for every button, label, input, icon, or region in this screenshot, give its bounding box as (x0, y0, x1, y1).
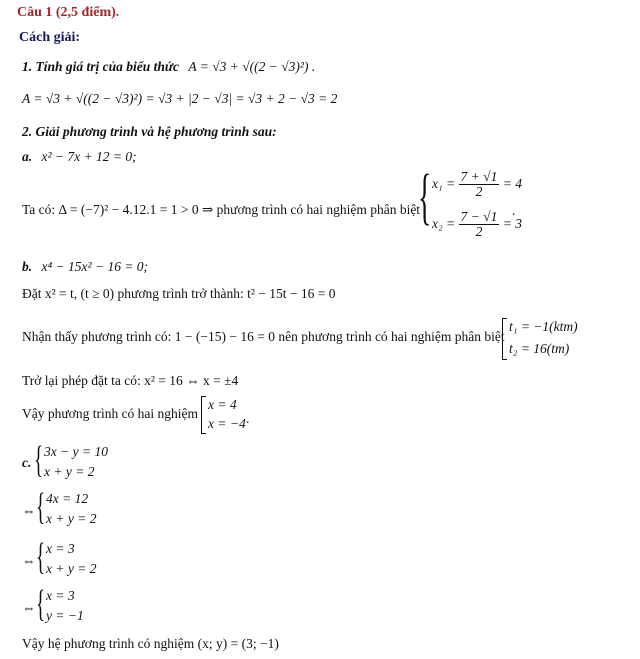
part2c-conclusion: Vậy hệ phương trình có nghiệm (x; y) = (3; −1) (22, 636, 279, 651)
sys1-eq2: x + y = 2 (44, 464, 95, 479)
question-heading: Câu 1 (2,5 điểm). (17, 5, 120, 20)
part2a-intro: Ta có: Δ = (−7)² − 4.12.1 = 1 > 0 ⇒ phương trình có hai nghiệm phân biệt (22, 202, 421, 217)
part2-title: 2. Giải phương trình và hệ phương trình sau: (22, 124, 277, 139)
brace-icon: { (36, 583, 46, 625)
method-heading: Cách giải: (19, 30, 81, 45)
brace-icon: { (418, 163, 432, 231)
part2a-end: . (512, 203, 516, 218)
part2b-equation: x⁴ − 15x² − 16 = 0; (41, 259, 149, 274)
sys3-eq2: x + y = 2 (46, 561, 97, 576)
part2b-t1: t₁ = −1(ktm) (509, 319, 578, 334)
part2b-conclusion: Vậy phương trình có hai nghiệm (22, 406, 199, 421)
brace-icon: { (36, 536, 46, 578)
part1-expression: A = √3 + √((2 − √3)²) . (188, 59, 316, 74)
bracket-icon (201, 396, 206, 434)
part2b-back: Trở lại phép đặt ta có: x² = 16 ⇔ x = ±4 (22, 373, 239, 388)
brace-icon: { (36, 486, 46, 528)
part2b-sol1: x = 4 (208, 397, 237, 412)
part2a-equation: x² − 7x + 12 = 0; (41, 149, 137, 164)
part2b-sol2: x = −4 (208, 416, 246, 431)
brace-icon: { (34, 439, 44, 481)
root-x1: x₁ = $\frac{7 + √1}{2}$ = 4 (432, 169, 522, 200)
part2b-t2: t₂ = 16(tm) (509, 341, 570, 356)
part2a-label: a. (22, 149, 33, 164)
equiv-symbol: ⇔ (22, 600, 36, 615)
sys1-eq1: 3x − y = 10 (44, 444, 108, 459)
equiv-symbol: ⇔ (22, 503, 36, 518)
part2a-line (22, 150, 137, 164)
part2b-end: . (246, 411, 250, 426)
root-x2: x₂ = $\frac{7 - √1}{2}$ = 3 (432, 209, 522, 240)
sys2-eq2: x + y = 2 (46, 511, 97, 526)
part1-solution: A = √3 + √((2 − √3)²) = √3 + |2 − √3| = √3 + 2 − √3 = 2 (22, 91, 338, 106)
sys2-eq1: 4x = 12 (46, 491, 89, 506)
part2b-observe: Nhận thấy phương trình có: 1 − (−15) − 16 = 0 nên phương trình có hai nghiệm phân biệt (22, 329, 505, 344)
sys4-eq1: x = 3 (46, 588, 75, 603)
sys4-eq2: y = −1 (46, 608, 84, 623)
bracket-icon (502, 318, 507, 360)
part1-line (22, 60, 315, 74)
part1-title: 1. Tính giá trị của biểu thức (22, 59, 179, 74)
part2b-substitution: Đặt x² = t, (t ≥ 0) phương trình trở thành: t² − 15t − 16 = 0 (22, 286, 336, 301)
part2c-label: c. (22, 455, 32, 470)
part2b-label: b. (22, 259, 33, 274)
sys3-eq1: x = 3 (46, 541, 75, 556)
equiv-symbol: ⇔ (22, 553, 36, 568)
part2b-line (22, 260, 148, 274)
